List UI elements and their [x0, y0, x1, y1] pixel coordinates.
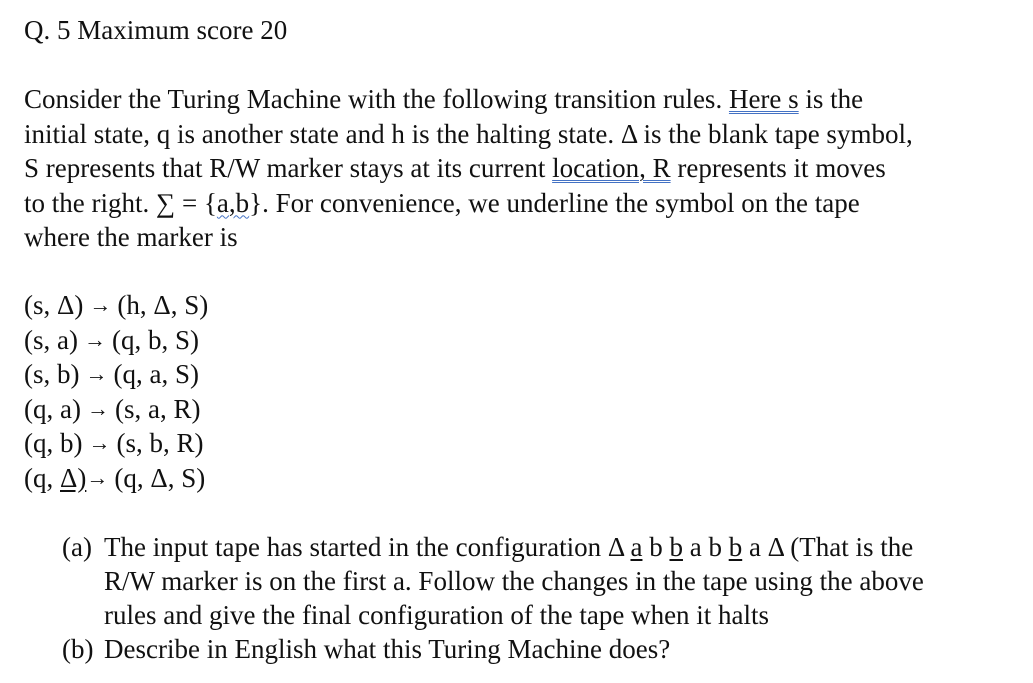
- intro-paragraph: [24, 82, 1029, 255]
- part-a: [62, 530, 1030, 632]
- part-a-line-1: The input tape has started in the configuration Δ a b b a b b a Δ (That is the: [104, 532, 914, 562]
- question-parts: [62, 530, 1030, 666]
- transition-rule: (q, a) → (s, a, R): [24, 392, 208, 427]
- tape-symbol-underlined: b: [669, 532, 683, 562]
- transition-rule: (q, Δ)→ (q, Δ, S): [24, 461, 208, 496]
- part-a-line-3: rules and give the final configuration of the tape when it halts: [104, 600, 770, 630]
- transition-rules: [24, 288, 208, 495]
- right-arrow-icon: →: [86, 464, 109, 490]
- intro-line-5: where the marker is: [24, 222, 238, 252]
- transition-rule: (s, a) → (q, b, S): [24, 323, 208, 358]
- question-heading: Q. 5 Maximum score 20: [24, 15, 288, 45]
- underlined-location-r: location, R: [552, 153, 671, 183]
- intro-line-1: Consider the Turing Machine with the following transition rules. Here s is the: [24, 84, 864, 114]
- intro-line-4: to the right. ∑ = {a,b}. For convenience, we underline the symbol on the tape: [24, 187, 860, 218]
- tape-head-symbol: a: [630, 532, 643, 562]
- part-b-label: (b): [62, 634, 94, 664]
- part-a-line-2: R/W marker is on the first a. Follow the changes in the tape using the above: [104, 566, 924, 596]
- underlined-blank-symbol: Δ)→: [60, 463, 114, 493]
- right-arrow-icon: →: [89, 292, 112, 317]
- transition-rule: (q, b) → (s, b, R): [24, 426, 208, 461]
- right-arrow-icon: →: [86, 395, 109, 421]
- intro-line-3: S represents that R/W marker stays at its current location, R represents it moves: [24, 153, 886, 183]
- part-a-label: (a): [62, 532, 92, 562]
- right-arrow-icon: →: [88, 430, 111, 455]
- part-b: [62, 632, 1030, 666]
- underlined-here-s: Here s: [728, 84, 799, 114]
- alphabet-symbols: a,b: [216, 187, 250, 218]
- transition-rule: (s, b) → (q, a, S): [24, 357, 208, 392]
- right-arrow-icon: →: [85, 361, 108, 386]
- transition-rule: (s, Δ) → (h, Δ, S): [24, 288, 208, 323]
- tape-symbol-underlined: b: [728, 532, 743, 562]
- right-arrow-icon: →: [83, 326, 106, 352]
- part-b-line-1: Describe in English what this Turing Machine does?: [104, 634, 671, 664]
- intro-line-2: initial state, q is another state and h is the halting state. Δ is the blank tape symbol,: [24, 118, 913, 149]
